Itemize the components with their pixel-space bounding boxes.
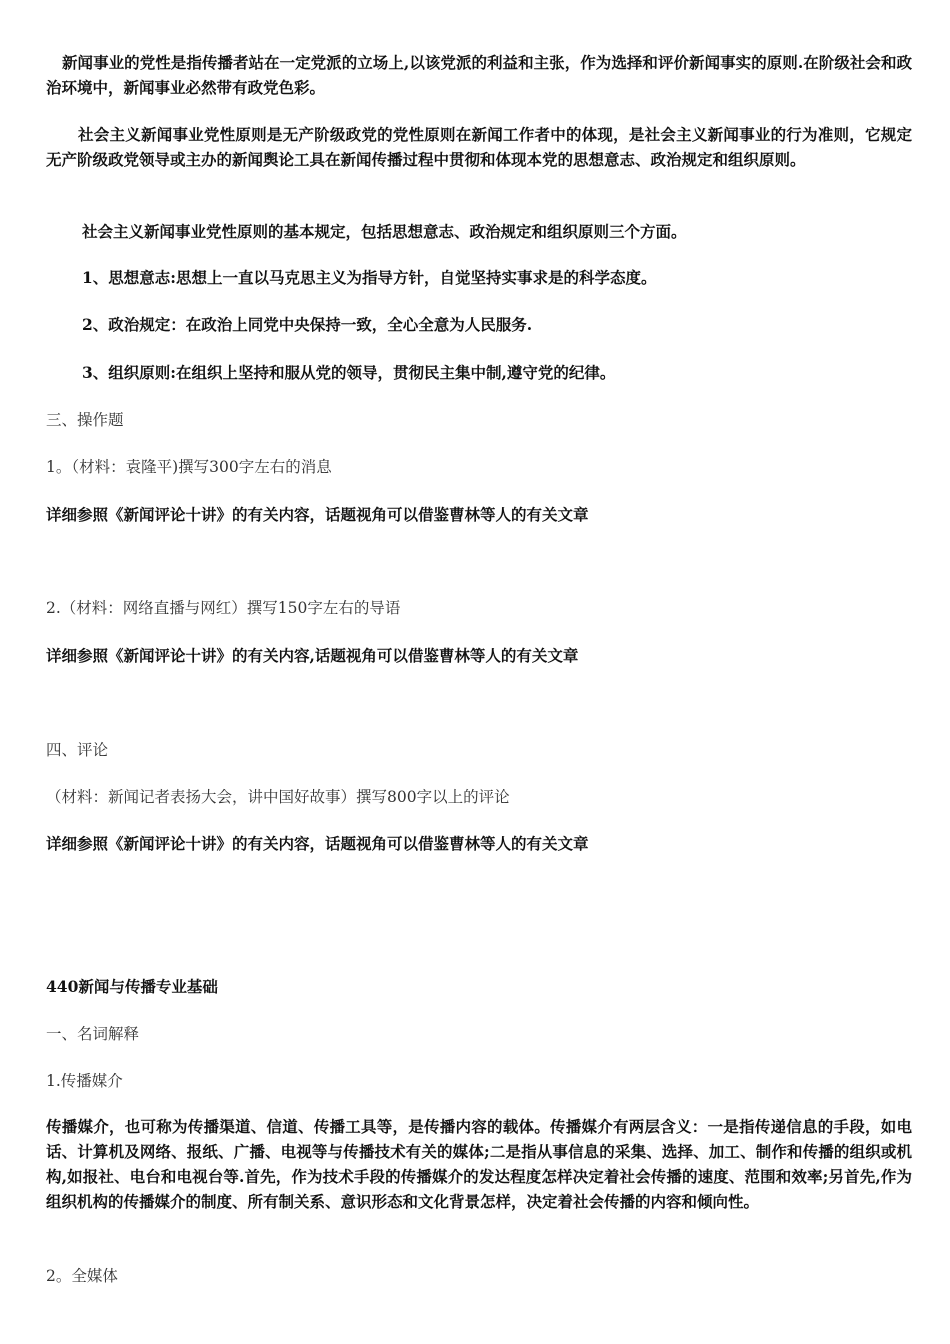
section-heading-commentary: 四、评论 (46, 741, 109, 759)
section-heading-operation: 三、操作题 (46, 411, 124, 429)
list-item-political-provision: 2、政治规定：在政治上同党中央保持一致，全心全意为人民服务. (82, 315, 533, 334)
paragraph-party-spirit-definition: 新闻事业的党性是指传播者站在一定党派的立场上,以该党派的利益和主张，作为选择和评价新闻事实的原则.在阶级社会和政治环境中，新闻事业必然带有政党色彩。 (46, 53, 912, 97)
course-title: 440新闻与传播专业基础 (46, 977, 218, 996)
answer-2: 详细参照《新闻评论十讲》的有关内容,话题视角可以借鉴曹林等人的有关文章 (46, 646, 579, 665)
section-heading-terms: 一、名词解释 (46, 1025, 140, 1043)
list-item-ideological-will: 1、思想意志:思想上一直以马克思主义为指导方针，自觉坚持实事求是的科学态度。 (82, 268, 657, 287)
term-communication-media: 1.传播媒介 (46, 1072, 123, 1090)
answer-3: 详细参照《新闻评论十讲》的有关内容，话题视角可以借鉴曹林等人的有关文章 (46, 834, 589, 853)
question-2: 2.（材料：网络直播与网红）撰写150字左右的导语 (46, 599, 401, 617)
paragraph-basic-provisions: 社会主义新闻事业党性原则的基本规定，包括思想意志、政治规定和组织原则三个方面。 (82, 222, 687, 241)
list-item-organizational-principle: 3、组织原则:在组织上坚持和服从党的领导，贯彻民主集中制,遵守党的纪律。 (82, 363, 616, 382)
paragraph-socialist-principle: 社会主义新闻事业党性原则是无产阶级政党的党性原则在新闻工作者中的体现，是社会主义新闻事业的行为准则，它规定无产阶级政党领导或主办的新闻舆论工具在新闻传播过程中贯彻和体现本党的思想意志、政治规定和组织原则。 (46, 125, 912, 169)
question-3: （材料：新闻记者表扬大会，讲中国好故事）撰写800字以上的评论 (46, 788, 510, 806)
question-1: 1。（材料：袁隆平)撰写300字左右的消息 (46, 458, 332, 476)
term-communication-media-definition: 传播媒介，也可称为传播渠道、信道、传播工具等，是传播内容的载体。传播媒介有两层含义：一是指传递信息的手段，如电话、计算机及网络、报纸、广播、电视等与传播技术有关的媒体;二是指从事信息的采集、选择、加工、制作和传播的组织或机构,如报社、电台和电视台等.首先，作为技术手段的传播媒介的发达程度怎样决定着社会传播的速度、范围和效率;另首先,作为组织机构的传播媒介的制度、所有制关系、意识形态和文化背景怎样，决定着社会传播的内容和倾向性。 (46, 1117, 912, 1211)
term-omnimedia: 2。全媒体 (46, 1267, 118, 1285)
answer-1: 详细参照《新闻评论十讲》的有关内容，话题视角可以借鉴曹林等人的有关文章 (46, 505, 589, 524)
